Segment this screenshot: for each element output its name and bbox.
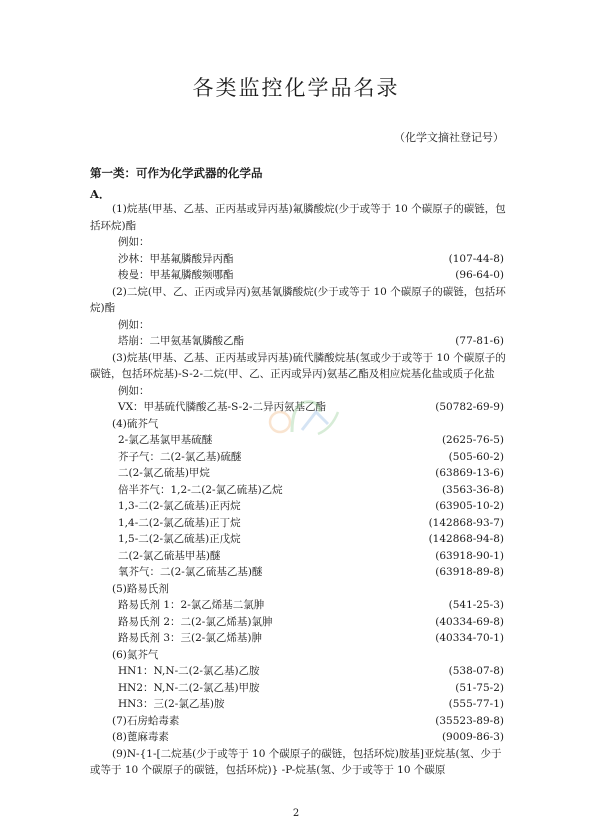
chemical-name: 路易氏剂 1：2-氯乙烯基二氯胂 bbox=[118, 599, 265, 611]
chemical-entry bbox=[90, 597, 506, 614]
chemical-name: HN2：N,N-二(2-氯乙基)甲胺 bbox=[118, 681, 260, 694]
chemical-name: (7)石房蛤毒素 bbox=[112, 714, 180, 727]
example-label: 例如： bbox=[118, 318, 150, 331]
cas-number: (35523-89-8) bbox=[435, 714, 504, 727]
page-number: 2 bbox=[292, 808, 300, 819]
chemical-entry bbox=[90, 465, 506, 482]
chemical-name: 梭曼：甲基氟膦酸频哪酯 bbox=[118, 269, 234, 281]
cas-number: (63918-89-8) bbox=[435, 566, 504, 578]
chemical-name: 二(2-氯乙硫基甲基)醚 bbox=[118, 549, 221, 562]
chemical-entry bbox=[90, 432, 506, 449]
chemical-entry bbox=[90, 267, 506, 284]
chemical-entry bbox=[90, 531, 506, 548]
category-heading: 第一类：可作为化学武器的化学品 bbox=[90, 166, 263, 180]
category-description: (3)烷基(甲基、乙基、正丙基或异丙基)硫代膦酸烷基(氢或少于或等于 10 个碳原子的碳链，包括环烷基)-S-2-二烷(甲、乙、正丙或异丙)氨基乙酯及相应烷基化盐或质子化盐 bbox=[90, 351, 506, 380]
cas-number: (63918-90-1) bbox=[435, 549, 504, 562]
cas-number: (2625-76-5) bbox=[441, 434, 504, 446]
subcategory-heading: (6)氮芥气 bbox=[112, 648, 159, 661]
category-description: (9)N-{1-[二烷基(少于或等于 10 个碳原子的碳链，包括环烷)胺基]亚烷基(氢、少于或等于 10 个碳原子的碳链，包括环烷)} -P-烷基(氢、少于或等于 10 个碳原 bbox=[90, 747, 502, 776]
page-title: 各类监控化学品名录 bbox=[192, 76, 400, 100]
chemical-name: 塔崩：二甲氨基氰膦酸乙酯 bbox=[118, 335, 244, 347]
subcategory-heading: (5)路易氏剂 bbox=[112, 582, 169, 595]
chemical-name: 二(2-氯乙硫基)甲烷 bbox=[118, 467, 210, 479]
chemical-entry bbox=[90, 548, 506, 565]
cas-number: (63869-13-6) bbox=[435, 467, 504, 479]
chemical-name: 路易氏剂 2：二(2-氯乙烯基)氯胂 bbox=[118, 615, 273, 628]
chemical-name: (8)蓖麻毒素 bbox=[112, 731, 169, 743]
cas-number: (142868-94-8) bbox=[428, 533, 504, 545]
registry-note: （化学文摘社登记号） bbox=[394, 131, 504, 144]
cas-number: (107-44-8) bbox=[448, 252, 504, 265]
cas-number: (96-64-0) bbox=[455, 269, 504, 281]
chemical-entry bbox=[90, 498, 506, 515]
chemical-entry bbox=[90, 680, 506, 697]
section-a-label: A． bbox=[90, 187, 111, 201]
chemical-name: HN3：三(2-氯乙基)胺 bbox=[118, 698, 225, 710]
chemical-name: 路易氏剂 3：三(2-氯乙烯基)胂 bbox=[118, 632, 262, 644]
cas-number: (50782-69-9) bbox=[435, 401, 504, 413]
cas-number: (9009-86-3) bbox=[441, 731, 504, 743]
chemical-name: 1,5-二(2-氯乙硫基)正戊烷 bbox=[118, 533, 241, 545]
cas-number: (142868-93-7) bbox=[428, 516, 504, 529]
category-description: (1)烷基(甲基、乙基、正丙基或异丙基)氟膦酸烷(少于或等于 10 个碳原子的碳链，包括环烷)酯 bbox=[90, 203, 506, 232]
category-description: (2)二烷(甲、乙、正丙或异丙)氨基氰膦酸烷(少于或等于 10 个碳原子的碳链，包括环烷)酯 bbox=[90, 285, 506, 314]
chemical-name: 氧芥气：二(2-氯乙硫基乙基)醚 bbox=[118, 566, 263, 578]
chemical-entry bbox=[90, 663, 506, 680]
chemical-entry bbox=[90, 515, 506, 532]
cas-number: (555-77-1) bbox=[448, 698, 504, 710]
chemical-entry bbox=[90, 729, 506, 746]
chemical-name: 沙林：甲基氟膦酸异丙酯 bbox=[118, 252, 234, 265]
chemical-name: 芥子气：二(2-氯乙基)硫醚 bbox=[118, 450, 242, 463]
chemical-name: VX：甲基硫代膦酸乙基-S-2-二异丙氨基乙酯 bbox=[118, 401, 326, 413]
cas-number: (40334-70-1) bbox=[435, 632, 504, 644]
cas-number: (51-75-2) bbox=[455, 681, 504, 694]
cas-number: (77-81-6) bbox=[455, 335, 504, 347]
cas-number: (3563-36-8) bbox=[441, 483, 504, 496]
subcategory-heading: (4)硫芥气 bbox=[112, 417, 159, 430]
chemical-entry bbox=[90, 251, 506, 268]
example-label: 例如： bbox=[118, 384, 150, 397]
chemical-entry bbox=[90, 630, 506, 647]
chemical-entry bbox=[90, 614, 506, 631]
chemical-name: 倍半芥气：1,2-二(2-氯乙硫基)乙烷 bbox=[118, 483, 283, 496]
cas-number: (40334-69-8) bbox=[435, 615, 504, 628]
chemical-name: HN1：N,N-二(2-氯乙基)乙胺 bbox=[118, 665, 260, 677]
cas-number: (505-60-2) bbox=[448, 450, 504, 463]
cas-number: (63905-10-2) bbox=[435, 500, 504, 512]
cas-number: (541-25-3) bbox=[448, 599, 504, 611]
chemical-entry bbox=[90, 564, 506, 581]
chemical-list bbox=[90, 201, 506, 779]
chemical-entry bbox=[90, 449, 506, 466]
cas-number: (538-07-8) bbox=[448, 665, 504, 677]
chemical-name: 2-氯乙基氯甲基硫醚 bbox=[118, 434, 213, 446]
chemical-entry bbox=[90, 399, 506, 416]
chemical-entry bbox=[90, 333, 506, 350]
chemical-entry bbox=[90, 713, 506, 730]
chemical-entry bbox=[90, 482, 506, 499]
chemical-name: 1,4-二(2-氯乙硫基)正丁烷 bbox=[118, 516, 241, 529]
example-label: 例如： bbox=[118, 236, 150, 248]
chemical-name: 1,3-二(2-氯乙硫基)正丙烷 bbox=[118, 500, 241, 512]
chemical-entry bbox=[90, 696, 506, 713]
